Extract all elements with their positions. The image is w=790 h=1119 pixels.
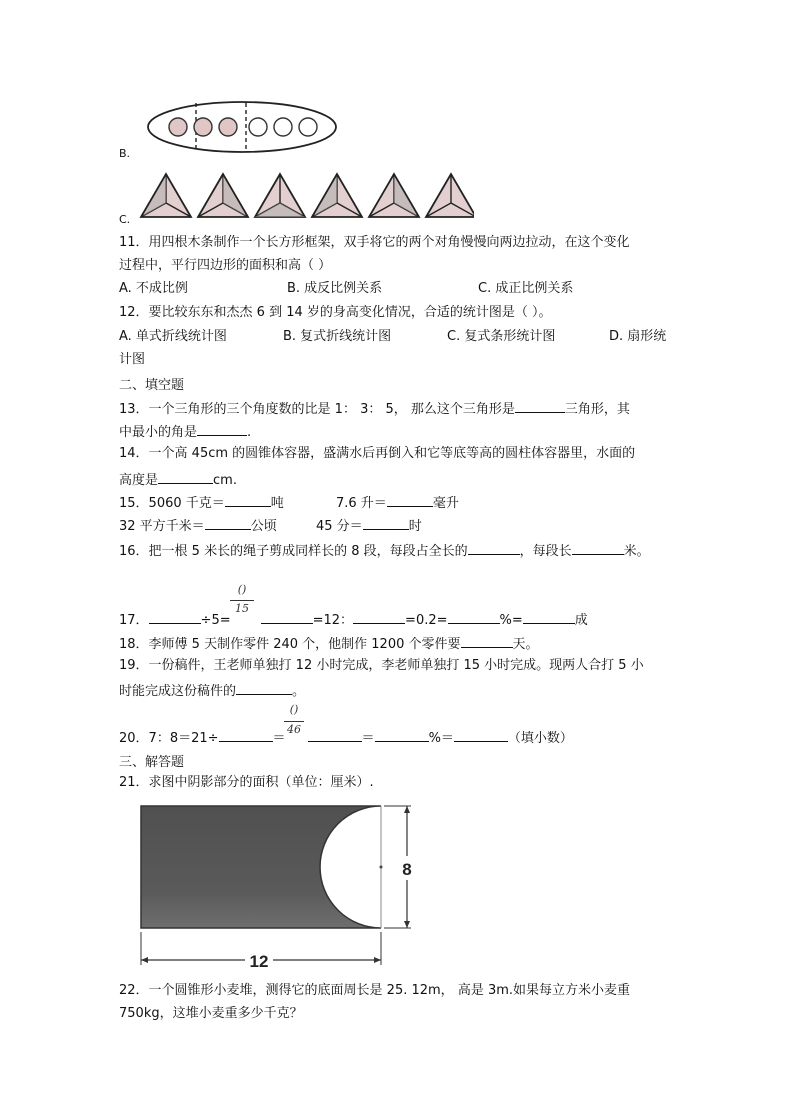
height-label: 8 [402,860,412,879]
q16-text: ，每段长 [519,544,572,559]
answer-blank[interactable] [261,609,313,624]
answer-blank[interactable] [236,680,292,695]
answer-blank[interactable] [448,609,500,624]
q15-text: 7.6 升＝ [336,496,387,511]
option-c-label: C. [119,213,131,226]
section-3-heading: 三、解答题 [119,755,185,770]
shaded-circle [219,118,237,136]
q15-text: 15．5060 千克＝ [119,496,225,511]
q15-line1b [336,492,459,513]
q13-text: 13．一个三角形的三个角度数的比是 1： 3： 5， 那么这个三角形是 [119,402,515,417]
q21-figure [135,798,415,974]
answer-blank[interactable] [375,727,429,742]
q13-line2 [119,421,251,442]
arrow-head [141,957,148,963]
section-2-heading: 二、填空题 [119,378,185,393]
q11-option-b: B. 成反比例关系 [287,281,383,296]
q22-line1: 22．一个圆锥形小麦堆，测得它的底面周长是 25. 12m， 高是 3m.如果每立方米小麦重 [119,983,631,998]
q11-option-c: C. 成正比例关系 [478,281,574,296]
q15-text: 毫升 [432,496,459,511]
shaded-circle [169,118,187,136]
answer-blank[interactable] [219,727,273,742]
q20-text: ＝ [272,731,286,746]
q14-line2 [119,469,237,490]
option-b-label: B. [119,147,131,160]
q11-option-a: A. 不成比例 [119,281,188,296]
q20-text: （填小数） [507,731,573,746]
q16-text: 16．把一根 5 米长的绳子剪成同样长的 8 段，每段占全长的 [119,544,468,559]
answer-blank[interactable] [523,609,575,624]
answer-blank[interactable] [205,515,251,530]
q11-stem-line2: 过程中，平行四边形的面积和高（ ） [119,258,332,273]
empty-circle [274,118,292,136]
q15-line1a [119,492,284,513]
q15-text: 时 [408,519,422,534]
q19-text: 。 [292,684,306,699]
q12-option-b: B. 复式折线统计图 [283,329,392,344]
option-c-figure [138,171,474,221]
triangle [426,174,474,217]
answer-blank[interactable] [225,492,271,507]
center-dot [380,866,383,869]
q16-line [119,540,650,561]
q13-text: . [247,425,252,440]
q18-text: 天。 [512,637,539,652]
q13-line1 [119,398,630,419]
shaded-region [141,806,381,928]
empty-circle [249,118,267,136]
q17-text: %= [499,613,523,628]
q14-text: cm. [213,473,237,488]
fraction-denominator: 15 [235,602,249,615]
answer-blank[interactable] [197,421,247,436]
q17-text: ÷5= [200,613,231,628]
q12-option-a: A. 单式折线统计图 [119,329,227,344]
q15-line2b [316,515,422,536]
q11-stem-line1: 11．用四根木条制作一个长方形框架，双手将它的两个对角慢慢向两边拉动，在这个变化 [119,235,630,250]
q15-text: 吨 [270,496,284,511]
q17-text: =0.2= [405,613,448,628]
q19-line2 [119,680,305,701]
q17-text: 17． [119,613,149,628]
q22-line2: 750kg，这堆小麦重多少千克？ [119,1006,303,1021]
q15-line2a [119,515,277,536]
arrow-head [374,957,381,963]
q17-text: =12： [312,613,354,628]
answer-blank[interactable] [454,727,508,742]
q17-text: 成 [574,613,588,628]
fraction-numerator: () [289,703,299,716]
answer-blank[interactable] [353,609,405,624]
q19-text: 时能完成这份稿件的 [119,684,237,699]
q15-text: 32 平方千米＝ [119,519,205,534]
q15-text: 45 分＝ [316,519,363,534]
q19-line1: 19．一份稿件，王老师单独打 12 小时完成，李老师单独打 15 小时完成。现两人合打 5 小 [119,658,644,673]
fraction-numerator: () [237,583,247,596]
q21-stem: 21．求图中阴影部分的面积（单位：厘米）. [119,775,374,790]
q12-stem: 12．要比较东东和杰杰 6 到 14 岁的身高变化情况，合适的统计图是（ ）。 [119,305,552,320]
q15-text: 公顷 [250,519,277,534]
q12-option-d-cont: 计图 [119,352,146,367]
q20-text: ＝ [361,731,375,746]
q13-text: 三角形，其 [564,402,630,417]
answer-blank[interactable] [308,727,362,742]
answer-blank[interactable] [515,398,565,413]
option-b-figure [144,99,340,157]
width-label: 12 [249,952,269,971]
answer-blank[interactable] [363,515,409,530]
q20-text: %＝ [428,731,454,746]
arrow-head [404,921,410,928]
answer-blank[interactable] [572,540,624,555]
fraction-denominator: 46 [287,723,301,736]
q12-option-d: D. 扇形统 [609,329,667,344]
q20-line [119,727,573,748]
answer-blank[interactable] [149,609,201,624]
q13-text: 中最小的角是 [119,425,198,440]
q17-line [119,609,588,630]
q18-line [119,633,539,654]
q14-line1: 14．一个高 45cm 的圆锥体容器，盛满水后再倒入和它等底等高的圆柱体容器里，水面的 [119,446,636,461]
answer-blank[interactable] [461,633,513,648]
q18-text: 18．李师傅 5 天制作零件 240 个，他制作 1200 个零件要 [119,637,461,652]
answer-blank[interactable] [387,492,433,507]
triangle-group [141,174,474,217]
q20-text: 20．7：8＝21÷ [119,731,219,746]
shaded-circle [194,118,212,136]
q16-text: 米。 [623,544,650,559]
q14-text: 高度是 [119,473,159,488]
q12-option-c: C. 复式条形统计图 [447,329,556,344]
answer-blank[interactable] [468,540,520,555]
arrow-head [404,806,410,813]
empty-circle [299,118,317,136]
answer-blank[interactable] [158,469,213,484]
